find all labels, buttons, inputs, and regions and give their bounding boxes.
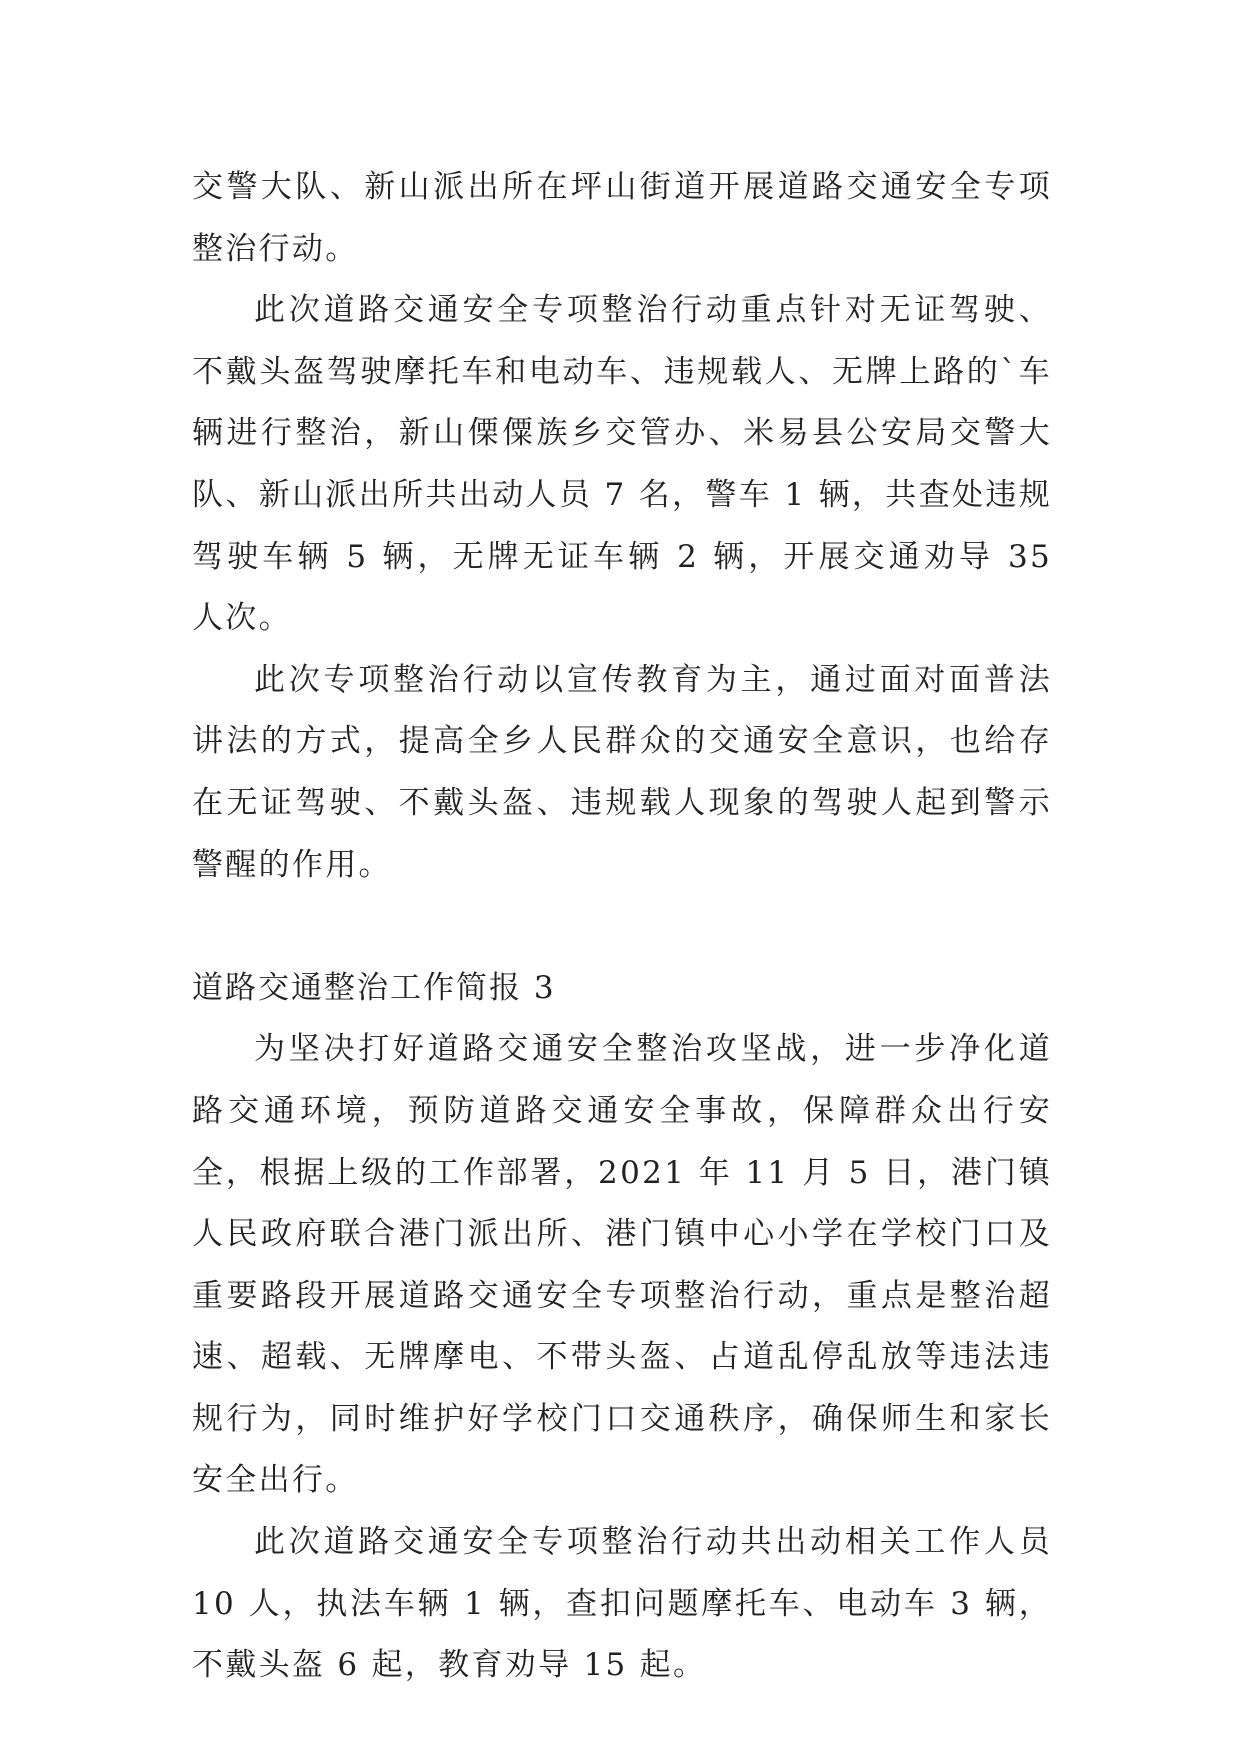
paragraph-campaign-results: 此次道路交通安全专项整治行动共出动相关工作人员 10 人，执法车辆 1 辆，查扣问题摩托车、电动车 3 辆，不戴头盔 6 起，教育劝导 15 起。 xyxy=(192,1524,1052,1684)
paragraph-action-focus: 此次道路交通安全专项整治行动重点针对无证驾驶、不戴头盔驾驶摩托车和电动车、违规载人、无牌上路的`车辆进行整治，新山傈僳族乡交管办、米易县公安局交警大队、新山派出所共出动人员 7 名，警车 1 辆，共查处违规驾驶车辆 5 辆，无牌无证车辆 2 辆，开展交通劝导 35 人次。 xyxy=(192,292,1052,637)
paragraph-campaign-intro: 为坚决打好道路交通安全整治攻坚战，进一步净化道路交通环境，预防道路交通安全事故，保障群众出行安全，根据上级的工作部署，2021 年 11 月 5 日，港门镇人民政府联合港门派出所、港门镇中心小学在学校门口及重要路段开展道路交通安全专项整治行动，重点是整治超速、超载、无牌摩电、不带头盔、占道乱停乱放等违法违规行为，同时维护好学校门口交通秩序，确保师生和家长安全出行。 xyxy=(192,1031,1052,1499)
paragraph-education: 此次专项整治行动以宣传教育为主，通过面对面普法讲法的方式，提高全乡人民群众的交通安全意识，也给存在无证驾驶、不戴头盔、违规载人现象的驾驶人起到警示警醒的作用。 xyxy=(192,661,1052,883)
paragraph-continuation: 交警大队、新山派出所在坪山街道开展道路交通安全专项整治行动。 xyxy=(192,169,1052,267)
document-body xyxy=(192,157,1052,1697)
section-heading: 道路交通整治工作简报 3 xyxy=(192,969,556,1006)
